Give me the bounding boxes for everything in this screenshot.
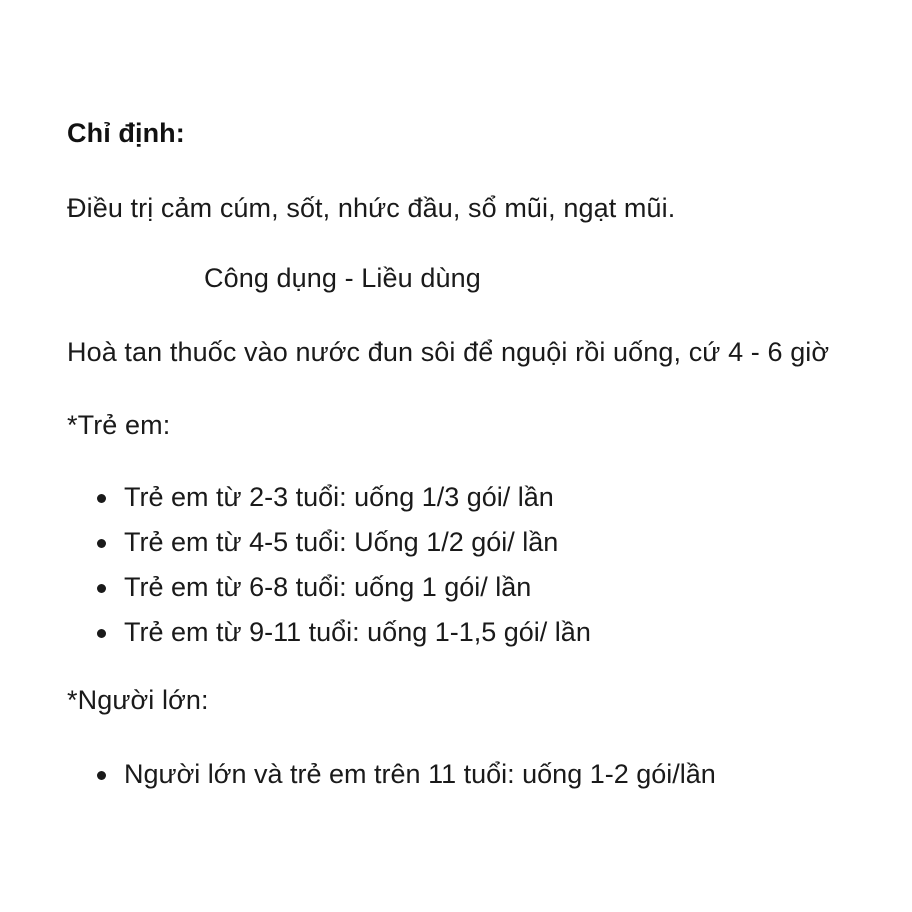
bullet-icon xyxy=(97,539,106,548)
adults-heading: *Người lớn: xyxy=(67,685,209,715)
list-item xyxy=(0,475,591,520)
list-item xyxy=(0,610,591,655)
bullet-icon xyxy=(97,494,106,503)
usage-text: Hoà tan thuốc vào nước đun sôi để nguội rồi uống, cứ 4 - 6 giờ xyxy=(67,337,830,367)
indication-heading: Chỉ định: xyxy=(67,118,185,148)
list-item xyxy=(0,752,716,797)
list-item-label: Người lớn và trẻ em trên 11 tuổi: uống 1-2 gói/lần xyxy=(124,759,716,789)
indication-text: Điều trị cảm cúm, sốt, nhức đầu, sổ mũi, ngạt mũi. xyxy=(67,193,676,223)
usage-heading: Công dụng - Liều dùng xyxy=(204,263,481,293)
list-item-label: Trẻ em từ 2-3 tuổi: uống 1/3 gói/ lần xyxy=(124,482,554,512)
list-item-label: Trẻ em từ 4-5 tuổi: Uống 1/2 gói/ lần xyxy=(124,527,559,557)
bullet-icon xyxy=(97,584,106,593)
children-heading: *Trẻ em: xyxy=(67,410,171,440)
list-item-label: Trẻ em từ 9-11 tuổi: uống 1-1,5 gói/ lần xyxy=(124,617,591,647)
list-item xyxy=(0,520,591,565)
bullet-icon xyxy=(97,629,106,638)
adults-dosage-list xyxy=(0,752,716,797)
list-item xyxy=(0,565,591,610)
children-dosage-list xyxy=(0,475,591,655)
list-item-label: Trẻ em từ 6-8 tuổi: uống 1 gói/ lần xyxy=(124,572,532,602)
bullet-icon xyxy=(97,771,106,780)
